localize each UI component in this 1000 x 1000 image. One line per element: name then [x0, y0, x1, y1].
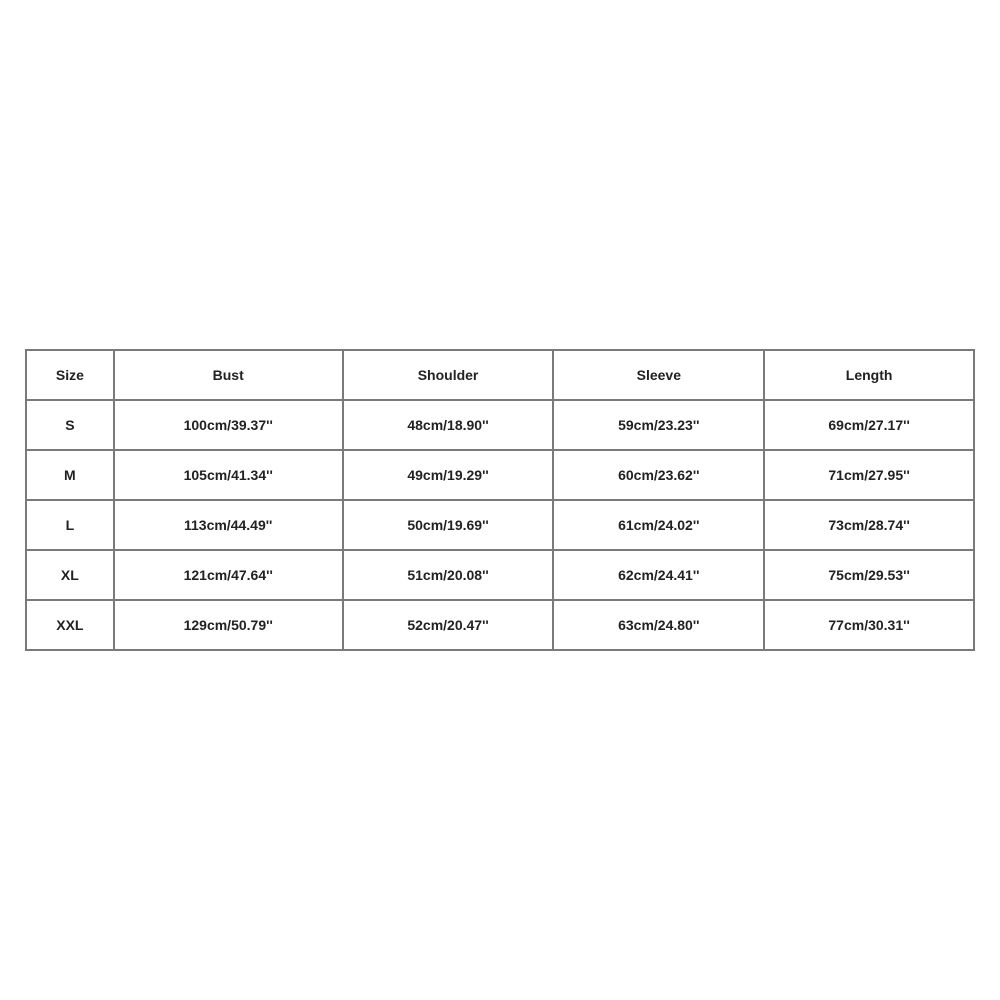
size-cell: XXL: [27, 601, 115, 651]
table-row: [27, 501, 975, 551]
table-row: [27, 451, 975, 501]
shoulder-cell: 49cm/19.29'': [344, 451, 555, 501]
table-row: [27, 551, 975, 601]
size-chart-table: [25, 349, 975, 651]
bust-cell: 113cm/44.49'': [115, 501, 344, 551]
bust-cell: 100cm/39.37'': [115, 401, 344, 451]
header-row: [27, 351, 975, 401]
bust-cell: 129cm/50.79'': [115, 601, 344, 651]
sleeve-cell: 59cm/23.23'': [554, 401, 765, 451]
sleeve-cell: 60cm/23.62'': [554, 451, 765, 501]
size-cell: XL: [27, 551, 115, 601]
header-size: Size: [27, 351, 115, 401]
sleeve-cell: 62cm/24.41'': [554, 551, 765, 601]
size-cell: M: [27, 451, 115, 501]
sleeve-cell: 63cm/24.80'': [554, 601, 765, 651]
shoulder-cell: 50cm/19.69'': [344, 501, 555, 551]
size-cell: L: [27, 501, 115, 551]
table-row: [27, 601, 975, 651]
header-sleeve: Sleeve: [554, 351, 765, 401]
length-cell: 77cm/30.31'': [765, 601, 975, 651]
bust-cell: 105cm/41.34'': [115, 451, 344, 501]
header-shoulder: Shoulder: [344, 351, 555, 401]
size-cell: S: [27, 401, 115, 451]
length-cell: 73cm/28.74'': [765, 501, 975, 551]
length-cell: 69cm/27.17'': [765, 401, 975, 451]
header-bust: Bust: [115, 351, 344, 401]
shoulder-cell: 51cm/20.08'': [344, 551, 555, 601]
shoulder-cell: 52cm/20.47'': [344, 601, 555, 651]
header-length: Length: [765, 351, 975, 401]
table-row: [27, 401, 975, 451]
sleeve-cell: 61cm/24.02'': [554, 501, 765, 551]
length-cell: 71cm/27.95'': [765, 451, 975, 501]
length-cell: 75cm/29.53'': [765, 551, 975, 601]
bust-cell: 121cm/47.64'': [115, 551, 344, 601]
shoulder-cell: 48cm/18.90'': [344, 401, 555, 451]
